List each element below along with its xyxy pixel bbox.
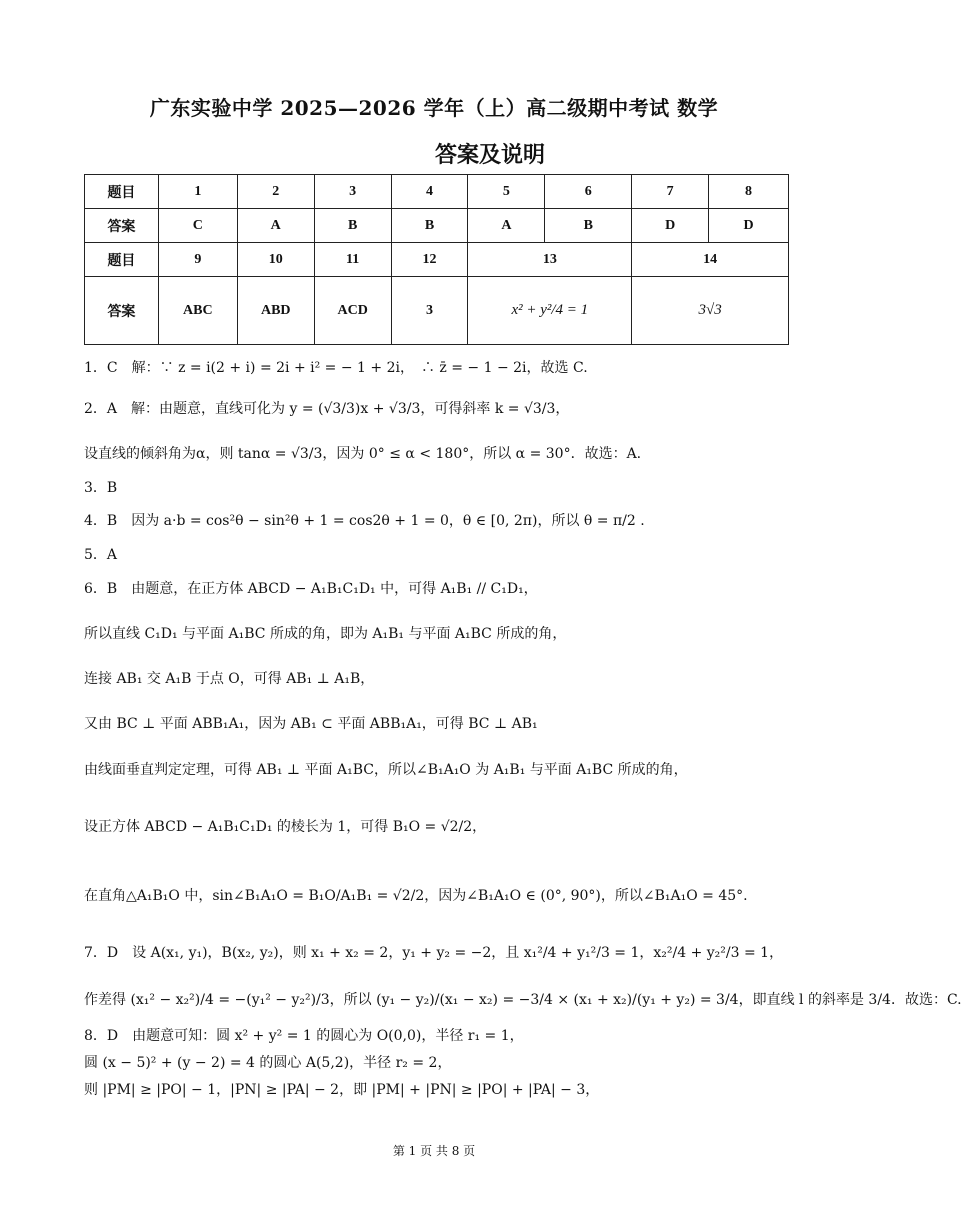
solution-text: 设 A(x₁, y₁)，B(x₂, y₂)，则 x₁ + x₂ = 2，y₁ + y₂ = −2，且 x₁²/4 + y₁²/3 = 1，x₂²/4 + y₂²/3 = 1， bbox=[132, 945, 784, 961]
answer-table bbox=[84, 174, 789, 345]
table-cell: ABD bbox=[237, 277, 314, 345]
table-cell: 3 bbox=[391, 277, 468, 345]
table-cell: B bbox=[314, 209, 391, 243]
solution-text: 设正方体 ABCD − A₁B₁C₁D₁ 的棱长为 1，可得 B₁O = √2/2， bbox=[84, 819, 487, 835]
table-cell: ABC bbox=[158, 277, 237, 345]
solution-line bbox=[84, 477, 117, 497]
solution-line bbox=[84, 443, 641, 463]
solution-line bbox=[84, 510, 645, 530]
solution-line bbox=[84, 759, 688, 779]
table-row bbox=[85, 277, 789, 345]
solution-line bbox=[84, 989, 962, 1009]
solution-line bbox=[84, 942, 783, 962]
solution-line bbox=[84, 1052, 451, 1072]
table-cell: 答案 bbox=[85, 277, 159, 345]
table-cell: 4 bbox=[391, 175, 468, 209]
table-cell: ACD bbox=[314, 277, 391, 345]
page-subtitle: 答案及说明 bbox=[435, 142, 546, 168]
solution-text: 设直线的倾斜角为α，则 tanα = √3/3，因为 0° ≤ α < 180°，所以 α = 30°．故选：A. bbox=[84, 446, 642, 462]
table-cell: 1 bbox=[158, 175, 237, 209]
question-number: 2．A bbox=[84, 401, 118, 417]
question-number: 3．B bbox=[84, 480, 118, 496]
question-number: 7．D bbox=[84, 945, 119, 961]
solution-text: 由题意可知：圆 x² + y² = 1 的圆心为 O(0,0)，半径 r₁ = 1， bbox=[132, 1028, 524, 1044]
solution-text: 所以直线 C₁D₁ 与平面 A₁BC 所成的角，即为 A₁B₁ 与平面 A₁BC 所成的角， bbox=[84, 626, 567, 642]
table-cell: A bbox=[237, 209, 314, 243]
table-cell: 3√3 bbox=[632, 277, 789, 345]
table-cell: 13 bbox=[468, 243, 632, 277]
page-footer: 第 1 页 共 8 页 bbox=[392, 1144, 476, 1158]
table-cell: 答案 bbox=[85, 209, 159, 243]
solution-line bbox=[84, 1025, 524, 1045]
exam-title: 广东实验中学 2025—2026 学年（上）高二级期中考试 数学 bbox=[149, 96, 719, 120]
solution-text: 则 |PM| ≥ |PO| − 1，|PN| ≥ |PA| − 2，即 |PM| + |PN| ≥ |PO| + |PA| − 3， bbox=[84, 1082, 600, 1098]
table-cell: 11 bbox=[314, 243, 391, 277]
table-cell: 题目 bbox=[85, 243, 159, 277]
solution-line bbox=[84, 357, 588, 377]
question-number: 8．D bbox=[84, 1028, 119, 1044]
solution-text: 解：由题意，直线可化为 y = (√3/3)x + √3/3，可得斜率 k = √3/3， bbox=[131, 401, 570, 417]
table-cell: 10 bbox=[237, 243, 314, 277]
table-row bbox=[85, 175, 789, 209]
table-cell: 5 bbox=[468, 175, 545, 209]
solution-line bbox=[84, 816, 486, 836]
solution-line bbox=[84, 544, 117, 564]
solution-text: 解：∵ z = i(2 + i) = 2i + i² = − 1 + 2i， ∴ z̄ = − 1 − 2i，故选 C. bbox=[131, 360, 588, 376]
solution-text: 在直角△A₁B₁O 中，sin∠B₁A₁O = B₁O/A₁B₁ = √2/2，因为∠B₁A₁O ∈ (0°, 90°)，所以∠B₁A₁O = 45°. bbox=[84, 888, 748, 904]
table-cell: B bbox=[391, 209, 468, 243]
solution-line bbox=[84, 885, 748, 905]
table-row bbox=[85, 209, 789, 243]
solution-line bbox=[84, 668, 374, 688]
solution-text: 因为 a·b = cos²θ − sin²θ + 1 = cos2θ + 1 = 0，θ ∈ [0, 2π)，所以 θ = π/2 . bbox=[131, 513, 645, 529]
table-cell: 14 bbox=[632, 243, 789, 277]
solution-line bbox=[84, 398, 569, 418]
solution-line bbox=[84, 1079, 599, 1099]
table-cell: B bbox=[545, 209, 632, 243]
table-cell: 8 bbox=[709, 175, 789, 209]
table-cell: 6 bbox=[545, 175, 632, 209]
question-number: 6．B bbox=[84, 581, 118, 597]
solution-text: 作差得 (x₁² − x₂²)/4 = −(y₁² − y₂²)/3，所以 (y₁ − y₂)/(x₁ − x₂) = −3/4 × (x₁ + x₂)/(y₁ + y₂) = 3/4，即直线 l 的斜率是 3/4．故选：C. bbox=[84, 992, 962, 1008]
table-cell: C bbox=[158, 209, 237, 243]
solution-text: 连接 AB₁ 交 A₁B 于点 O，可得 AB₁ ⊥ A₁B， bbox=[84, 671, 375, 687]
table-cell: D bbox=[632, 209, 709, 243]
table-cell: 9 bbox=[158, 243, 237, 277]
table-cell: 2 bbox=[237, 175, 314, 209]
question-number: 1．C bbox=[84, 360, 118, 376]
solution-text: 由线面垂直判定定理，可得 AB₁ ⊥ 平面 A₁BC，所以∠B₁A₁O 为 A₁B₁ 与平面 A₁BC 所成的角， bbox=[84, 762, 688, 778]
solution-line bbox=[84, 713, 538, 733]
solution-text: 又由 BC ⊥ 平面 ABB₁A₁，因为 AB₁ ⊂ 平面 ABB₁A₁，可得 BC ⊥ AB₁ bbox=[84, 716, 538, 732]
table-cell: D bbox=[709, 209, 789, 243]
table-cell: 12 bbox=[391, 243, 468, 277]
solution-line bbox=[84, 623, 566, 643]
solution-text: 圆 (x − 5)² + (y − 2) = 4 的圆心 A(5,2)，半径 r₂ = 2， bbox=[84, 1055, 452, 1071]
solution-text: 由题意，在正方体 ABCD − A₁B₁C₁D₁ 中，可得 A₁B₁ // C₁D₁， bbox=[131, 581, 538, 597]
table-cell: x² + y²/4 = 1 bbox=[468, 277, 632, 345]
solution-line bbox=[84, 578, 538, 598]
table-row bbox=[85, 243, 789, 277]
question-number: 4．B bbox=[84, 513, 118, 529]
question-number: 5．A bbox=[84, 547, 118, 563]
table-cell: 3 bbox=[314, 175, 391, 209]
table-cell: 题目 bbox=[85, 175, 159, 209]
table-cell: 7 bbox=[632, 175, 709, 209]
table-cell: A bbox=[468, 209, 545, 243]
